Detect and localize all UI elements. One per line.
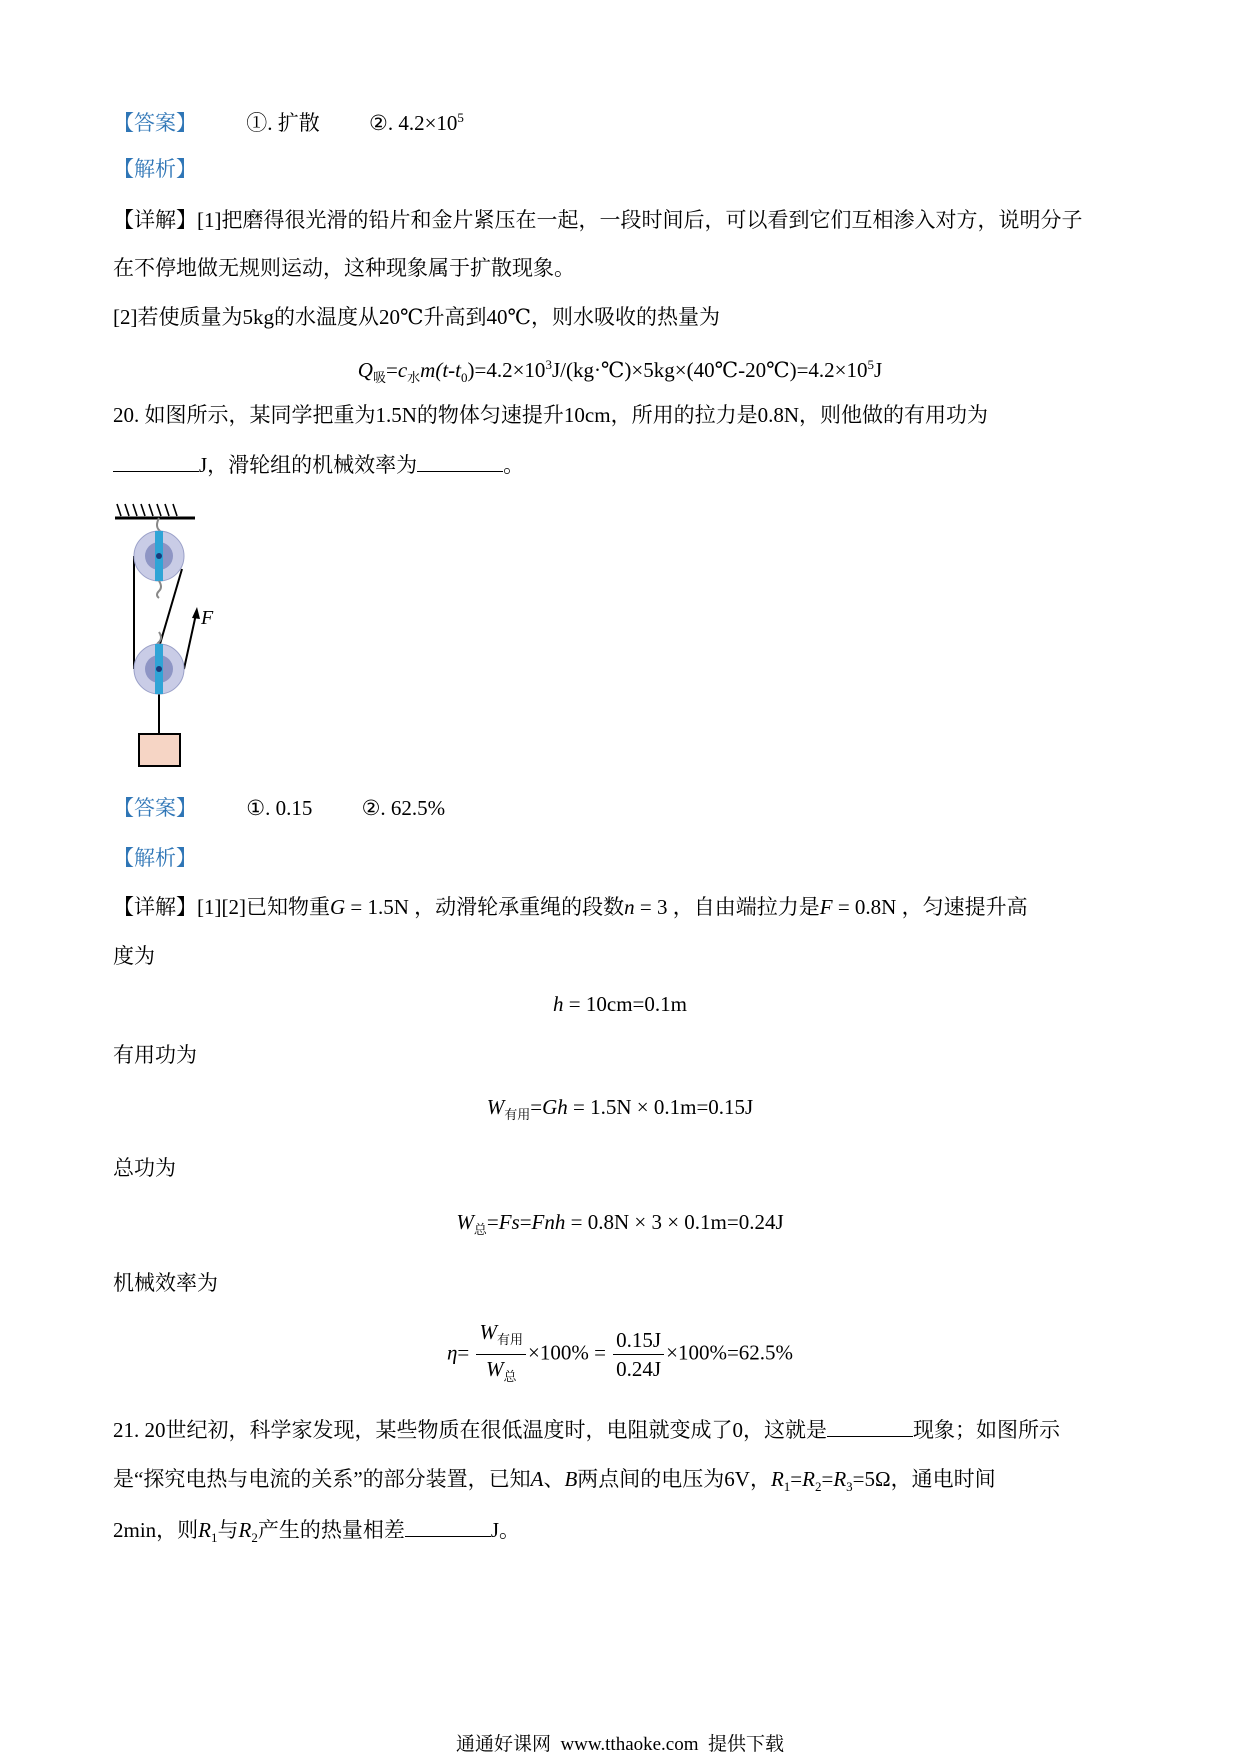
rope-pull <box>184 614 196 669</box>
ceiling-icon <box>115 504 195 518</box>
detail-line: 度为 <box>113 944 155 968</box>
answer-1: ①. 扩散 <box>246 111 320 135</box>
q20-answer-line: 【答案】 ①. 0.15 ②. 62.5% <box>113 796 446 820</box>
total-work-formula: $W_总=Fs=Fnh = 0.8N \times 3 \times 0.1m=0.24J$ <box>456 1210 784 1238</box>
answer-blank <box>405 1516 491 1537</box>
detail-line: 【详解】[1][2]已知物重G = 1.5N ，动滑轮承重绳的段数n = 3 ，自由端拉力是F = 0.8N ，匀速提升高 <box>113 895 1028 919</box>
answer-blank <box>417 451 503 472</box>
q19-answer-line <box>113 105 464 136</box>
question-21-line: 21. 20世纪初，科学家发现，某些物质在很低温度时，电阻就变成了0，这就是 现象；如图所示 <box>113 1418 1060 1442</box>
weight-block-icon <box>139 734 180 766</box>
height-formula: h = 10cm=0.1m <box>553 992 687 1016</box>
answer-blank <box>827 1416 913 1437</box>
answer-2: ②. $4.2\times 10^5$ <box>369 110 464 135</box>
detail-line: 【详解】[1]把磨得很光滑的铅片和金片紧压在一起，一段时间后，可以看到它们互相渗入对方，说明分子 <box>113 208 1083 232</box>
arrow-icon <box>192 607 200 619</box>
detail-line: 在不停地做无规则运动，这种现象属于扩散现象。 <box>113 256 575 280</box>
question-20-line2: J，滑轮组的机械效率为 。 <box>113 451 524 478</box>
analysis-tag: 【解析】 <box>113 157 197 181</box>
answer-2: ②. 62.5% <box>361 796 446 820</box>
detail-line: [2]若使质量为5kg的水温度从20℃升高到40℃，则水吸收的热量为 <box>113 305 720 329</box>
answer-tag: 【答案】 <box>113 111 197 135</box>
question-20-line: 20. 如图所示，某同学把重为1.5N的物体匀速提升10cm，所用的拉力是0.8N，则他做的有用功为 <box>113 403 988 427</box>
movable-pulley-icon <box>134 632 184 694</box>
footer-text: 通通好课网 www.tthaoke.com 提供下载 <box>455 1734 785 1755</box>
total-work-label: 总功为 <box>113 1156 176 1180</box>
heat-formula: $Q_吸=c_水m(t-t_0)=4.2\times 10^3J/(kg\cdot℃)\times 5kg\times(40℃-20℃)=4.2\times 10^5J$ <box>357 357 883 386</box>
pulley-system-figure <box>100 500 230 775</box>
efficiency-formula: η= $\frac{W_{有用}}{W_总}$ ×100% = $\frac{0.15J}{0.24J}$ ×100%=62.5% <box>446 1320 794 1385</box>
answer-blank <box>113 451 199 472</box>
efficiency-label: 机械效率为 <box>113 1271 218 1295</box>
useful-work-label: 有用功为 <box>113 1043 197 1067</box>
force-label: F <box>201 607 214 629</box>
answer-1: ①. 0.15 <box>246 796 313 820</box>
question-21-line: 是“探究电热与电流的关系”的部分装置，已知A、B两点间的电压为6V，$R_1=R_2=R_3=5\Omega$，通电时间 <box>113 1467 996 1495</box>
useful-work-formula: $W_{有用}=Gh = 1.5N \times 0.1m=0.15J$ <box>486 1095 754 1123</box>
question-21-line: 2min，则$R_1$与$R_2$产生的热量相差 J。 <box>113 1518 521 1546</box>
analysis-tag: 【解析】 <box>113 846 197 870</box>
